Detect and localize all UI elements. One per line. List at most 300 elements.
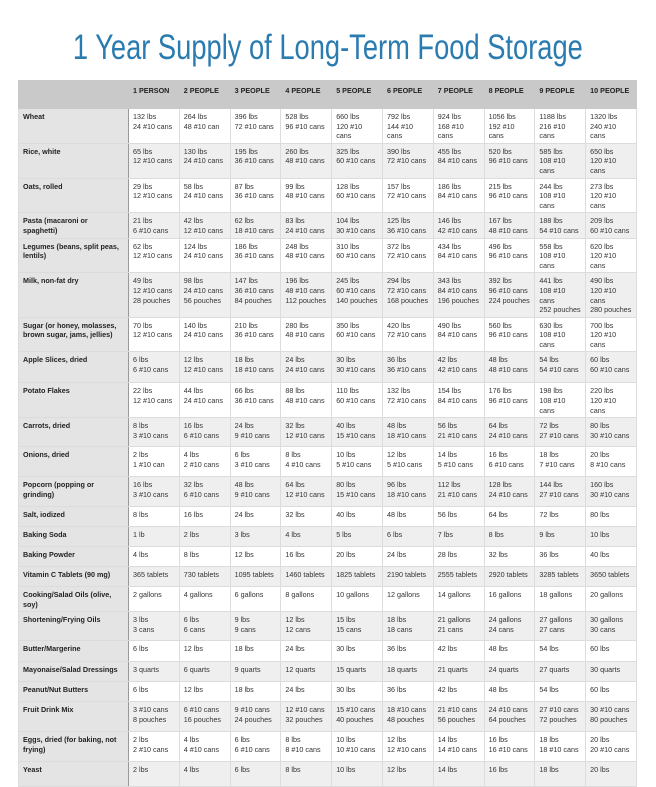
quantity-cell: 64 lbs 24 #10 cans (484, 418, 535, 447)
quantity-cell: 650 lbs 120 #10 cans (586, 143, 637, 178)
quantity-cell: 434 lbs 84 #10 cans (433, 238, 484, 273)
quantity-cell: 188 lbs 54 #10 cans (535, 213, 586, 238)
quantity-cell: 48 lbs 9 #10 cans (230, 477, 281, 507)
quantity-cell: 36 lbs 36 #10 cans (382, 352, 433, 383)
quantity-cell: 12 lbs (179, 682, 230, 702)
quantity-cell: 42 lbs 12 #10 cans (179, 213, 230, 238)
quantity-cell: 660 lbs 120 #10 cans (332, 109, 383, 144)
quantity-cell: 64 lbs (484, 507, 535, 527)
quantity-cell: 343 lbs 84 #10 cans 196 pouches (433, 273, 484, 317)
quantity-cell: 27 #10 cans 72 pouches (535, 702, 586, 732)
quantity-cell: 24 lbs (382, 547, 433, 567)
quantity-cell: 12 quarts (281, 662, 332, 682)
quantity-cell: 350 lbs 60 #10 cans (332, 317, 383, 352)
quantity-cell: 1188 lbs 216 #10 cans (535, 109, 586, 144)
quantity-cell: 56 lbs (433, 507, 484, 527)
table-row (19, 109, 637, 144)
quantity-cell: 441 lbs 108 #10 cans 252 pouches (535, 273, 586, 317)
quantity-cell: 128 lbs 24 #10 cans (484, 477, 535, 507)
quantity-cell: 8 gallons (281, 587, 332, 612)
quantity-cell: 18 lbs 18 cans (382, 612, 433, 641)
quantity-cell: 18 quarts (382, 662, 433, 682)
quantity-cell: 64 lbs 12 #10 cans (281, 477, 332, 507)
quantity-cell: 16 lbs 16 #10 cans (484, 732, 535, 762)
quantity-cell: 792 lbs 144 #10 cans (382, 109, 433, 144)
item-name: Apple Slices, dried (19, 352, 129, 383)
quantity-cell: 24 lbs 9 #10 cans (230, 418, 281, 447)
quantity-cell: 48 lbs (484, 682, 535, 702)
table-row (19, 547, 637, 567)
quantity-cell: 3 #10 cans 8 pouches (129, 702, 180, 732)
quantity-cell: 18 lbs 7 #10 cans (535, 447, 586, 477)
quantity-cell: 6 lbs 3 #10 cans (230, 447, 281, 477)
quantity-cell: 24 #10 cans 64 pouches (484, 702, 535, 732)
quantity-cell: 1056 lbs 192 #10 cans (484, 109, 535, 144)
quantity-cell: 32 lbs 12 #10 cans (281, 418, 332, 447)
table-row (19, 507, 637, 527)
quantity-cell: 12 lbs 5 #10 cans (382, 447, 433, 477)
quantity-cell: 700 lbs 120 #10 cans (586, 317, 637, 352)
quantity-cell: 248 lbs 48 #10 cans (281, 238, 332, 273)
quantity-cell: 99 lbs 48 #10 cans (281, 178, 332, 213)
quantity-cell: 2 lbs (129, 762, 180, 787)
quantity-cell: 6 lbs (129, 641, 180, 662)
quantity-cell: 9 lbs (535, 527, 586, 547)
quantity-cell: 14 lbs 14 #10 cans (433, 732, 484, 762)
quantity-cell: 12 #10 cans 32 pouches (281, 702, 332, 732)
header-row (19, 81, 637, 109)
header-9-people: 9 PEOPLE (535, 81, 586, 109)
quantity-cell: 924 lbs 168 #10 cans (433, 109, 484, 144)
quantity-cell: 48 lbs (484, 641, 535, 662)
quantity-cell: 12 lbs (179, 641, 230, 662)
quantity-cell: 490 lbs 120 #10 cans 280 pouches (586, 273, 637, 317)
quantity-cell: 88 lbs 48 #10 cans (281, 383, 332, 418)
table-row (19, 762, 637, 787)
quantity-cell: 186 lbs 84 #10 cans (433, 178, 484, 213)
quantity-cell: 60 lbs 60 #10 cans (586, 352, 637, 383)
item-name: Fruit Drink Mix (19, 702, 129, 732)
quantity-cell: 60 lbs (586, 682, 637, 702)
quantity-cell: 730 tablets (179, 567, 230, 587)
item-name: Baking Powder (19, 547, 129, 567)
header-4-people: 4 PEOPLE (281, 81, 332, 109)
quantity-cell: 9 lbs 9 cans (230, 612, 281, 641)
quantity-cell: 42 lbs 42 #10 cans (433, 352, 484, 383)
header-8-people: 8 PEOPLE (484, 81, 535, 109)
quantity-cell: 98 lbs 24 #10 cans 56 pouches (179, 273, 230, 317)
quantity-cell: 32 lbs 6 #10 cans (179, 477, 230, 507)
header-2-people: 2 PEOPLE (179, 81, 230, 109)
quantity-cell: 210 lbs 36 #10 cans (230, 317, 281, 352)
quantity-cell: 30 gallons 30 cans (586, 612, 637, 641)
quantity-cell: 8 lbs (179, 547, 230, 567)
quantity-cell: 1825 tablets (332, 567, 383, 587)
quantity-cell: 44 lbs 24 #10 cans (179, 383, 230, 418)
quantity-cell: 6 lbs (382, 527, 433, 547)
item-name: Mayonaise/Salad Dressings (19, 662, 129, 682)
quantity-cell: 2 lbs (179, 527, 230, 547)
table-row (19, 273, 637, 317)
quantity-cell: 104 lbs 30 #10 cans (332, 213, 383, 238)
header-5-people: 5 PEOPLE (332, 81, 383, 109)
quantity-cell: 8 lbs 3 #10 cans (129, 418, 180, 447)
item-name: Potato Flakes (19, 383, 129, 418)
quantity-cell: 80 lbs (586, 507, 637, 527)
quantity-cell: 80 lbs 15 #10 cans (332, 477, 383, 507)
quantity-cell: 9 quarts (230, 662, 281, 682)
table-row (19, 682, 637, 702)
quantity-cell: 8 lbs 8 #10 cans (281, 732, 332, 762)
quantity-cell: 21 #10 cans 56 pouches (433, 702, 484, 732)
quantity-cell: 29 lbs 12 #10 cans (129, 178, 180, 213)
quantity-cell: 12 lbs 12 cans (281, 612, 332, 641)
quantity-cell: 24 lbs 24 #10 cans (281, 352, 332, 383)
quantity-cell: 48 lbs 18 #10 cans (382, 418, 433, 447)
quantity-cell: 24 lbs (281, 682, 332, 702)
quantity-cell: 87 lbs 36 #10 cans (230, 178, 281, 213)
quantity-cell: 245 lbs 60 #10 cans 140 pouches (332, 273, 383, 317)
quantity-cell: 49 lbs 12 #10 cans 28 pouches (129, 273, 180, 317)
quantity-cell: 96 lbs 18 #10 cans (382, 477, 433, 507)
quantity-cell: 65 lbs 12 #10 cans (129, 143, 180, 178)
quantity-cell: 12 gallons (382, 587, 433, 612)
item-name: Pasta (macaroni or spaghetti) (19, 213, 129, 238)
header-1-person: 1 PERSON (129, 81, 180, 109)
quantity-cell: 390 lbs 72 #10 cans (382, 143, 433, 178)
item-name: Wheat (19, 109, 129, 144)
quantity-cell: 496 lbs 96 #10 cans (484, 238, 535, 273)
quantity-cell: 186 lbs 36 #10 cans (230, 238, 281, 273)
quantity-cell: 40 lbs (332, 507, 383, 527)
quantity-cell: 16 gallons (484, 587, 535, 612)
quantity-cell: 18 lbs (535, 762, 586, 787)
header-6-people: 6 PEOPLE (382, 81, 433, 109)
quantity-cell: 1 lb (129, 527, 180, 547)
quantity-cell: 6 lbs 6 #10 cans (129, 352, 180, 383)
quantity-cell: 20 lbs (332, 547, 383, 567)
quantity-cell: 20 lbs 8 #10 cans (586, 447, 637, 477)
quantity-cell: 112 lbs 21 #10 cans (433, 477, 484, 507)
table-row (19, 477, 637, 507)
item-name: Peanut/Nut Butters (19, 682, 129, 702)
quantity-cell: 130 lbs 24 #10 cans (179, 143, 230, 178)
quantity-cell: 124 lbs 24 #10 cans (179, 238, 230, 273)
quantity-cell: 48 lbs 48 #10 cans (484, 352, 535, 383)
quantity-cell: 3 lbs 3 cans (129, 612, 180, 641)
quantity-cell: 4 gallons (179, 587, 230, 612)
quantity-cell: 140 lbs 24 #10 cans (179, 317, 230, 352)
quantity-cell: 70 lbs 12 #10 cans (129, 317, 180, 352)
quantity-cell: 16 lbs (484, 762, 535, 787)
quantity-cell: 40 lbs (586, 547, 637, 567)
quantity-cell: 2 lbs 2 #10 cans (129, 732, 180, 762)
quantity-cell: 30 #10 cans 80 pouches (586, 702, 637, 732)
quantity-cell: 196 lbs 48 #10 cans 112 pouches (281, 273, 332, 317)
table-row (19, 238, 637, 273)
quantity-cell: 167 lbs 48 #10 cans (484, 213, 535, 238)
quantity-cell: 490 lbs 84 #10 cans (433, 317, 484, 352)
quantity-cell: 66 lbs 36 #10 cans (230, 383, 281, 418)
quantity-cell: 3650 tablets (586, 567, 637, 587)
quantity-cell: 4 lbs (281, 527, 332, 547)
quantity-cell: 365 tablets (129, 567, 180, 587)
quantity-cell: 16 lbs 6 #10 cans (179, 418, 230, 447)
item-name: Milk, non-fat dry (19, 273, 129, 317)
quantity-cell: 8 lbs (281, 762, 332, 787)
quantity-cell: 16 lbs (179, 507, 230, 527)
quantity-cell: 6 gallons (230, 587, 281, 612)
header-item (19, 81, 129, 109)
quantity-cell: 83 lbs 24 #10 cans (281, 213, 332, 238)
quantity-cell: 560 lbs 96 #10 cans (484, 317, 535, 352)
quantity-cell: 160 lbs 30 #10 cans (586, 477, 637, 507)
quantity-cell: 16 lbs (281, 547, 332, 567)
quantity-cell: 62 lbs 12 #10 cans (129, 238, 180, 273)
item-name: Legumes (beans, split peas, lentils) (19, 238, 129, 273)
quantity-cell: 24 lbs (230, 507, 281, 527)
quantity-cell: 12 lbs (230, 547, 281, 567)
quantity-cell: 195 lbs 36 #10 cans (230, 143, 281, 178)
quantity-cell: 528 lbs 96 #10 cans (281, 109, 332, 144)
quantity-cell: 42 lbs (433, 641, 484, 662)
item-name: Shortening/Frying Oils (19, 612, 129, 641)
quantity-cell: 56 lbs 21 #10 cans (433, 418, 484, 447)
quantity-cell: 110 lbs 60 #10 cans (332, 383, 383, 418)
quantity-cell: 72 lbs 27 #10 cans (535, 418, 586, 447)
table-row (19, 527, 637, 547)
quantity-cell: 21 quarts (433, 662, 484, 682)
quantity-cell: 2920 tablets (484, 567, 535, 587)
quantity-cell: 9 #10 cans 24 pouches (230, 702, 281, 732)
quantity-cell: 30 lbs (332, 682, 383, 702)
quantity-cell: 294 lbs 72 #10 cans 168 pouches (382, 273, 433, 317)
table-row (19, 213, 637, 238)
quantity-cell: 16 lbs 3 #10 cans (129, 477, 180, 507)
quantity-cell: 10 gallons (332, 587, 383, 612)
quantity-cell: 18 gallons (535, 587, 586, 612)
quantity-cell: 4 lbs 4 #10 cans (179, 732, 230, 762)
quantity-cell: 8 lbs (484, 527, 535, 547)
header-7-people: 7 PEOPLE (433, 81, 484, 109)
quantity-cell: 128 lbs 60 #10 cans (332, 178, 383, 213)
item-name: Cooking/Salad Oils (olive, soy) (19, 587, 129, 612)
quantity-cell: 6 lbs (230, 762, 281, 787)
quantity-cell: 396 lbs 72 #10 cans (230, 109, 281, 144)
item-name: Popcorn (popping or grinding) (19, 477, 129, 507)
quantity-cell: 14 lbs 5 #10 cans (433, 447, 484, 477)
quantity-cell: 40 lbs 15 #10 cans (332, 418, 383, 447)
quantity-cell: 420 lbs 72 #10 cans (382, 317, 433, 352)
item-name: Oats, rolled (19, 178, 129, 213)
table-row (19, 662, 637, 682)
quantity-cell: 18 lbs 18 #10 cans (230, 352, 281, 383)
quantity-cell: 558 lbs 108 #10 cans (535, 238, 586, 273)
quantity-cell: 24 lbs (281, 641, 332, 662)
quantity-cell: 2555 tablets (433, 567, 484, 587)
quantity-cell: 10 lbs (332, 762, 383, 787)
quantity-cell: 54 lbs (535, 641, 586, 662)
quantity-cell: 27 quarts (535, 662, 586, 682)
header-10-people: 10 PEOPLE (586, 81, 637, 109)
quantity-cell: 6 lbs 6 #10 cans (230, 732, 281, 762)
quantity-cell: 6 #10 cans 16 pouches (179, 702, 230, 732)
quantity-cell: 176 lbs 96 #10 cans (484, 383, 535, 418)
quantity-cell: 20 gallons (586, 587, 637, 612)
quantity-cell: 72 lbs (535, 507, 586, 527)
table-row (19, 732, 637, 762)
quantity-cell: 15 lbs 15 cans (332, 612, 383, 641)
quantity-cell: 3 quarts (129, 662, 180, 682)
item-name: Carrots, dried (19, 418, 129, 447)
quantity-cell: 4 lbs (179, 762, 230, 787)
quantity-cell: 520 lbs 96 #10 cans (484, 143, 535, 178)
quantity-cell: 80 lbs 30 #10 cans (586, 418, 637, 447)
quantity-cell: 54 lbs (535, 682, 586, 702)
quantity-cell: 2190 tablets (382, 567, 433, 587)
quantity-cell: 10 lbs (586, 527, 637, 547)
quantity-cell: 4 lbs (129, 547, 180, 567)
item-name: Vitamin C Tablets (90 mg) (19, 567, 129, 587)
quantity-cell: 273 lbs 120 #10 cans (586, 178, 637, 213)
quantity-cell: 60 lbs (586, 641, 637, 662)
table-row (19, 143, 637, 178)
quantity-cell: 215 lbs 96 #10 cans (484, 178, 535, 213)
quantity-cell: 3 lbs (230, 527, 281, 547)
quantity-cell: 21 gallons 21 cans (433, 612, 484, 641)
quantity-cell: 260 lbs 48 #10 cans (281, 143, 332, 178)
quantity-cell: 24 quarts (484, 662, 535, 682)
quantity-cell: 30 lbs 30 #10 cans (332, 352, 383, 383)
quantity-cell: 15 quarts (332, 662, 383, 682)
quantity-cell: 220 lbs 120 #10 cans (586, 383, 637, 418)
quantity-cell: 1095 tablets (230, 567, 281, 587)
quantity-cell: 12 lbs (382, 762, 433, 787)
quantity-cell: 392 lbs 96 #10 cans 224 pouches (484, 273, 535, 317)
quantity-cell: 620 lbs 120 #10 cans (586, 238, 637, 273)
quantity-cell: 28 lbs (433, 547, 484, 567)
table-row (19, 178, 637, 213)
quantity-cell: 455 lbs 84 #10 cans (433, 143, 484, 178)
quantity-cell: 132 lbs 24 #10 cans (129, 109, 180, 144)
quantity-cell: 10 lbs 10 #10 cans (332, 732, 383, 762)
quantity-cell: 325 lbs 60 #10 cans (332, 143, 383, 178)
quantity-cell: 20 lbs 20 #10 cans (586, 732, 637, 762)
quantity-cell: 154 lbs 84 #10 cans (433, 383, 484, 418)
quantity-cell: 15 #10 cans 40 pouches (332, 702, 383, 732)
quantity-cell: 32 lbs (484, 547, 535, 567)
quantity-cell: 3285 tablets (535, 567, 586, 587)
table-row (19, 317, 637, 352)
item-name: Sugar (or honey, molasses, brown sugar, jams, jellies) (19, 317, 129, 352)
quantity-cell: 585 lbs 108 #10 cans (535, 143, 586, 178)
quantity-cell: 6 lbs 6 cans (179, 612, 230, 641)
table-row (19, 587, 637, 612)
quantity-cell: 30 lbs (332, 641, 383, 662)
quantity-cell: 10 lbs 5 #10 cans (332, 447, 383, 477)
quantity-cell: 32 lbs (281, 507, 332, 527)
quantity-cell: 1460 tablets (281, 567, 332, 587)
quantity-cell: 4 lbs 2 #10 cans (179, 447, 230, 477)
quantity-cell: 372 lbs 72 #10 cans (382, 238, 433, 273)
quantity-cell: 6 lbs (129, 682, 180, 702)
quantity-cell: 16 lbs 6 #10 cans (484, 447, 535, 477)
quantity-cell: 146 lbs 42 #10 cans (433, 213, 484, 238)
quantity-cell: 264 lbs 48 #10 can (179, 109, 230, 144)
quantity-cell: 1320 lbs 240 #10 cans (586, 109, 637, 144)
table-row (19, 383, 637, 418)
quantity-cell: 18 #10 cans 48 pouches (382, 702, 433, 732)
quantity-cell: 310 lbs 60 #10 cans (332, 238, 383, 273)
food-storage-table (18, 80, 637, 787)
item-name: Onions, dried (19, 447, 129, 477)
quantity-cell: 244 lbs 108 #10 cans (535, 178, 586, 213)
header-3-people: 3 PEOPLE (230, 81, 281, 109)
quantity-cell: 24 gallons 24 cans (484, 612, 535, 641)
quantity-cell: 157 lbs 72 #10 cans (382, 178, 433, 213)
item-name: Eggs, dried (for baking, not frying) (19, 732, 129, 762)
quantity-cell: 7 lbs (433, 527, 484, 547)
quantity-cell: 5 lbs (332, 527, 383, 547)
quantity-cell: 8 lbs 4 #10 cans (281, 447, 332, 477)
quantity-cell: 12 lbs 12 #10 cans (382, 732, 433, 762)
quantity-cell: 36 lbs (535, 547, 586, 567)
quantity-cell: 209 lbs 60 #10 cans (586, 213, 637, 238)
quantity-cell: 30 quarts (586, 662, 637, 682)
quantity-cell: 630 lbs 108 #10 cans (535, 317, 586, 352)
table-row (19, 418, 637, 447)
quantity-cell: 54 lbs 54 #10 cans (535, 352, 586, 383)
quantity-cell: 147 lbs 36 #10 cans 84 pouches (230, 273, 281, 317)
quantity-cell: 2 lbs 1 #10 can (129, 447, 180, 477)
item-name: Yeast (19, 762, 129, 787)
quantity-cell: 27 gallons 27 cans (535, 612, 586, 641)
item-name: Baking Soda (19, 527, 129, 547)
quantity-cell: 18 lbs (230, 682, 281, 702)
quantity-cell: 280 lbs 48 #10 cans (281, 317, 332, 352)
item-name: Rice, white (19, 143, 129, 178)
quantity-cell: 14 gallons (433, 587, 484, 612)
quantity-cell: 12 lbs 12 #10 cans (179, 352, 230, 383)
quantity-cell: 22 lbs 12 #10 cans (129, 383, 180, 418)
quantity-cell: 132 lbs 72 #10 cans (382, 383, 433, 418)
quantity-cell: 20 lbs (586, 762, 637, 787)
quantity-cell: 36 lbs (382, 641, 433, 662)
quantity-cell: 125 lbs 36 #10 cans (382, 213, 433, 238)
quantity-cell: 18 lbs (230, 641, 281, 662)
table-row (19, 641, 637, 662)
item-name: Salt, iodized (19, 507, 129, 527)
quantity-cell: 36 lbs (382, 682, 433, 702)
page-title: 1 Year Supply of Long-Term Food Storage (73, 28, 583, 67)
quantity-cell: 18 lbs 18 #10 cans (535, 732, 586, 762)
table-row (19, 612, 637, 641)
quantity-cell: 144 lbs 27 #10 cans (535, 477, 586, 507)
item-name: Butter/Margerine (19, 641, 129, 662)
quantity-cell: 2 gallons (129, 587, 180, 612)
quantity-cell: 58 lbs 24 #10 cans (179, 178, 230, 213)
table-row (19, 447, 637, 477)
quantity-cell: 21 lbs 6 #10 cans (129, 213, 180, 238)
table-row (19, 702, 637, 732)
quantity-cell: 48 lbs (382, 507, 433, 527)
table-row (19, 352, 637, 383)
quantity-cell: 198 lbs 108 #10 cans (535, 383, 586, 418)
quantity-cell: 14 lbs (433, 762, 484, 787)
quantity-cell: 8 lbs (129, 507, 180, 527)
quantity-cell: 42 lbs (433, 682, 484, 702)
quantity-cell: 6 quarts (179, 662, 230, 682)
